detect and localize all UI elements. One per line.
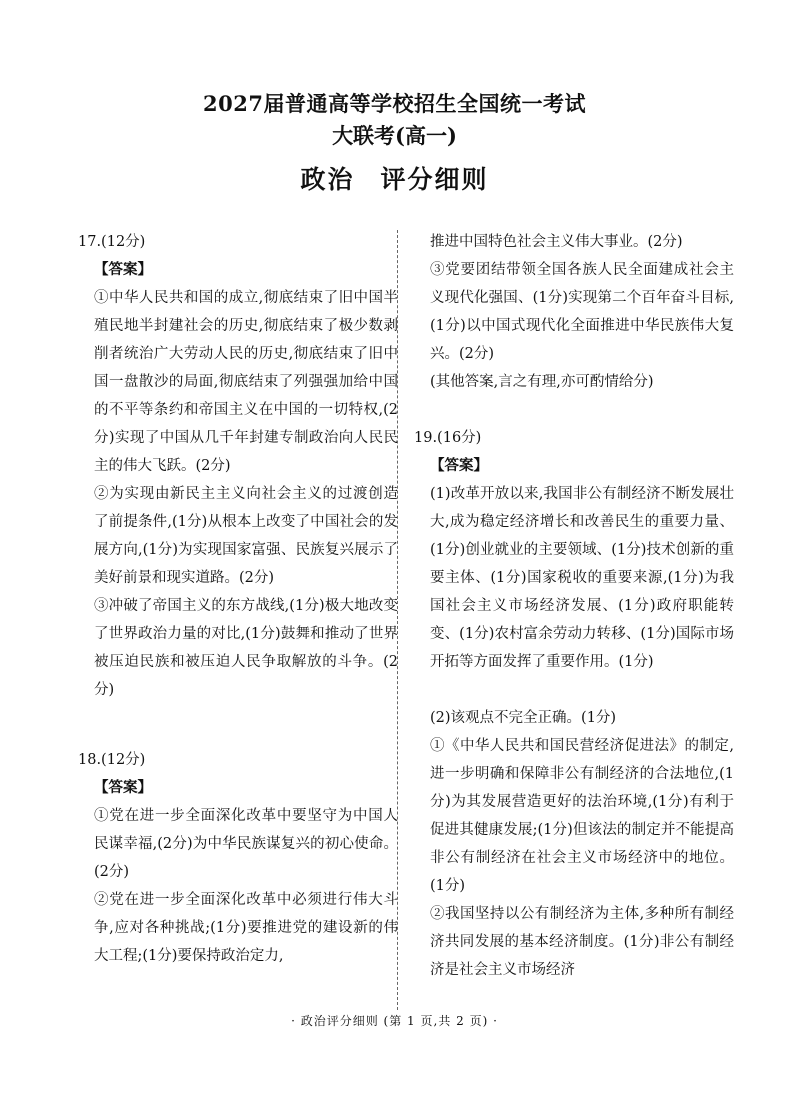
left-column <box>78 228 398 970</box>
exam-title: 2027届普通高等学校招生全国统一考试 <box>203 91 586 116</box>
right-column <box>414 228 734 984</box>
question-18-point-1: ①党在进一步全面深化改革中要坚守为中国人民谋幸福,(2分)为中华民族谋复兴的初心使命。(2分) <box>94 808 398 880</box>
question-18-note: (其他答案,言之有理,亦可酌情给分) <box>430 374 654 390</box>
question-17-point-3: ③冲破了帝国主义的东方战线,(1分)极大地改变了世界政治力量的对比,(1分)鼓舞和推动了世界被压迫民族和被压迫人民争取解放的斗争。(2分) <box>94 598 398 698</box>
question-17-point-1: ①中华人民共和国的成立,彻底结束了旧中国半殖民地半封建社会的历史,彻底结束了极少数剥削者统治广大劳动人民的历史,彻底结束了旧中国一盘散沙的局面,彻底结束了列强强加给中国的不平等条约和帝国主义在中国的一切特权,(2分)实现了中国从几千年封建专制政治向人民民主的伟大飞跃。(2分) <box>94 290 398 474</box>
document-header <box>0 88 789 200</box>
question-18-title: 18.(12分) <box>78 752 146 768</box>
question-19-part-1: (1)改革开放以来,我国非公有制经济不断发展壮大,成为稳定经济增长和改善民生的重要力量、(1分)创业就业的主要领域、(1分)技术创新的重要主体、(1分)国家税收的重要来源,(1分)为我国社会主义市场经济发展、(1分)政府职能转变、(1分)农村富余劳动力转移、(1分)国际市场开拓等方面发挥了重要作用。(1分) <box>430 486 734 670</box>
question-19-point-2: ②我国坚持以公有制经济为主体,多种所有制经济共同发展的基本经济制度。(1分)非公有制经济是社会主义市场经济 <box>430 906 734 978</box>
question-17-answer-label: 【答案】 <box>94 261 152 278</box>
question-17-title: 17.(12分) <box>78 234 146 250</box>
doc-type: 评分细则 <box>380 165 489 194</box>
question-18-answer-label: 【答案】 <box>94 779 152 796</box>
question-18-point-2: ②党在进一步全面深化改革中必须进行伟大斗争,应对各种挑战;(1分)要推进党的建设新的伟大工程;(1分)要保持政治定力, <box>94 892 398 964</box>
question-19-point-1: ①《中华人民共和国民营经济促进法》的制定,进一步明确和保障非公有制经济的合法地位,(1分)为其发展营造更好的法治环境,(1分)有利于促进其健康发展;(1分)但该法的制定并不能提高非公有制经济在社会主义市场经济中的地位。(1分) <box>430 738 734 894</box>
subject-name: 政治 <box>300 165 355 194</box>
question-19-part-2: (2)该观点不完全正确。(1分) <box>430 710 617 726</box>
question-19-title: 19.(16分) <box>414 430 482 446</box>
document-title <box>0 160 789 200</box>
question-18-point-2-continued: 推进中国特色社会主义伟大事业。(2分) <box>430 234 683 250</box>
question-17-point-2: ②为实现由新民主主义向社会主义的过渡创造了前提条件,(1分)从根本上改变了中国社会的发展方向,(1分)为实现国家富强、民族复兴展示了美好前景和现实道路。(2分) <box>94 486 398 586</box>
page-footer: · 政治评分细则 (第 1 页,共 2 页) · <box>291 1014 498 1028</box>
exam-subtitle: 大联考(高一) <box>332 123 457 148</box>
question-19-answer-label: 【答案】 <box>430 457 488 474</box>
question-18-point-3: ③党要团结带领全国各族人民全面建成社会主义现代化强国、(1分)实现第二个百年奋斗目标,(1分)以中国式现代化全面推进中华民族伟大复兴。(2分) <box>430 262 734 362</box>
column-divider <box>397 230 398 1010</box>
